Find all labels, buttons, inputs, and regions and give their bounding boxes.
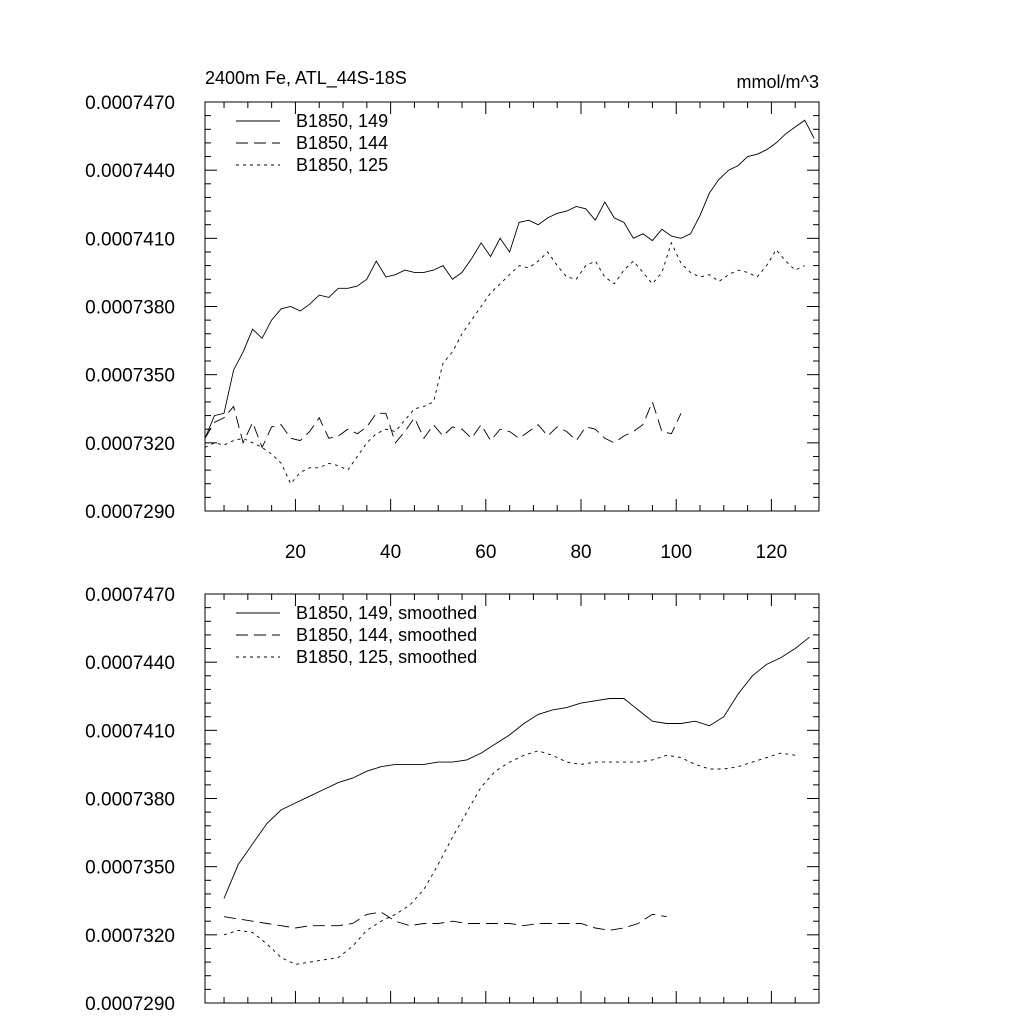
y-tick-label: 0.0007440 [85, 161, 175, 183]
y-tick-label: 0.0007470 [85, 93, 175, 114]
series-line-1 [224, 637, 810, 898]
y-tick-label: 0.0007350 [85, 365, 175, 387]
legend-label-3: B1850, 125, smoothed [296, 647, 478, 667]
legend-label-3: B1850, 125 [296, 155, 389, 175]
x-tick-label: 80 [570, 542, 592, 563]
x-tick-label: 60 [475, 542, 497, 563]
series-line-2 [205, 402, 681, 448]
series-line-3 [205, 243, 805, 484]
y-tick-label: 0.0007410 [85, 721, 175, 743]
x-tick-label: 20 [284, 542, 307, 563]
y-tick-label: 0.0007320 [85, 925, 175, 947]
units-label: mmol/m^3 [736, 72, 819, 92]
legend-label-2: B1850, 144 [296, 133, 389, 153]
y-tick-label: 0.0007380 [85, 789, 175, 811]
bottom-panel [85, 585, 819, 1015]
y-tick-label: 0.0007320 [85, 433, 175, 455]
series-line-2 [224, 912, 667, 930]
x-tick-label: 40 [380, 542, 402, 563]
x-tick-label: 100 [660, 542, 693, 563]
legend-label-1: B1850, 149 [296, 111, 389, 131]
y-tick-label: 0.0007410 [85, 229, 175, 251]
y-tick-label: 0.0007290 [85, 994, 175, 1015]
chart-title: 2400m Fe, ATL_44S-18S [205, 68, 407, 88]
y-tick-label: 0.0007440 [85, 653, 175, 675]
series-line-3 [224, 751, 795, 965]
legend-label-1: B1850, 149, smoothed [296, 603, 478, 623]
y-tick-label: 0.0007350 [85, 857, 175, 879]
y-tick-label: 0.0007380 [85, 297, 175, 319]
y-tick-label: 0.0007470 [85, 585, 175, 606]
legend-label-2: B1850, 144, smoothed [296, 625, 478, 645]
top-panel [85, 68, 819, 563]
y-tick-label: 0.0007290 [85, 502, 175, 523]
x-tick-label: 120 [755, 542, 788, 563]
